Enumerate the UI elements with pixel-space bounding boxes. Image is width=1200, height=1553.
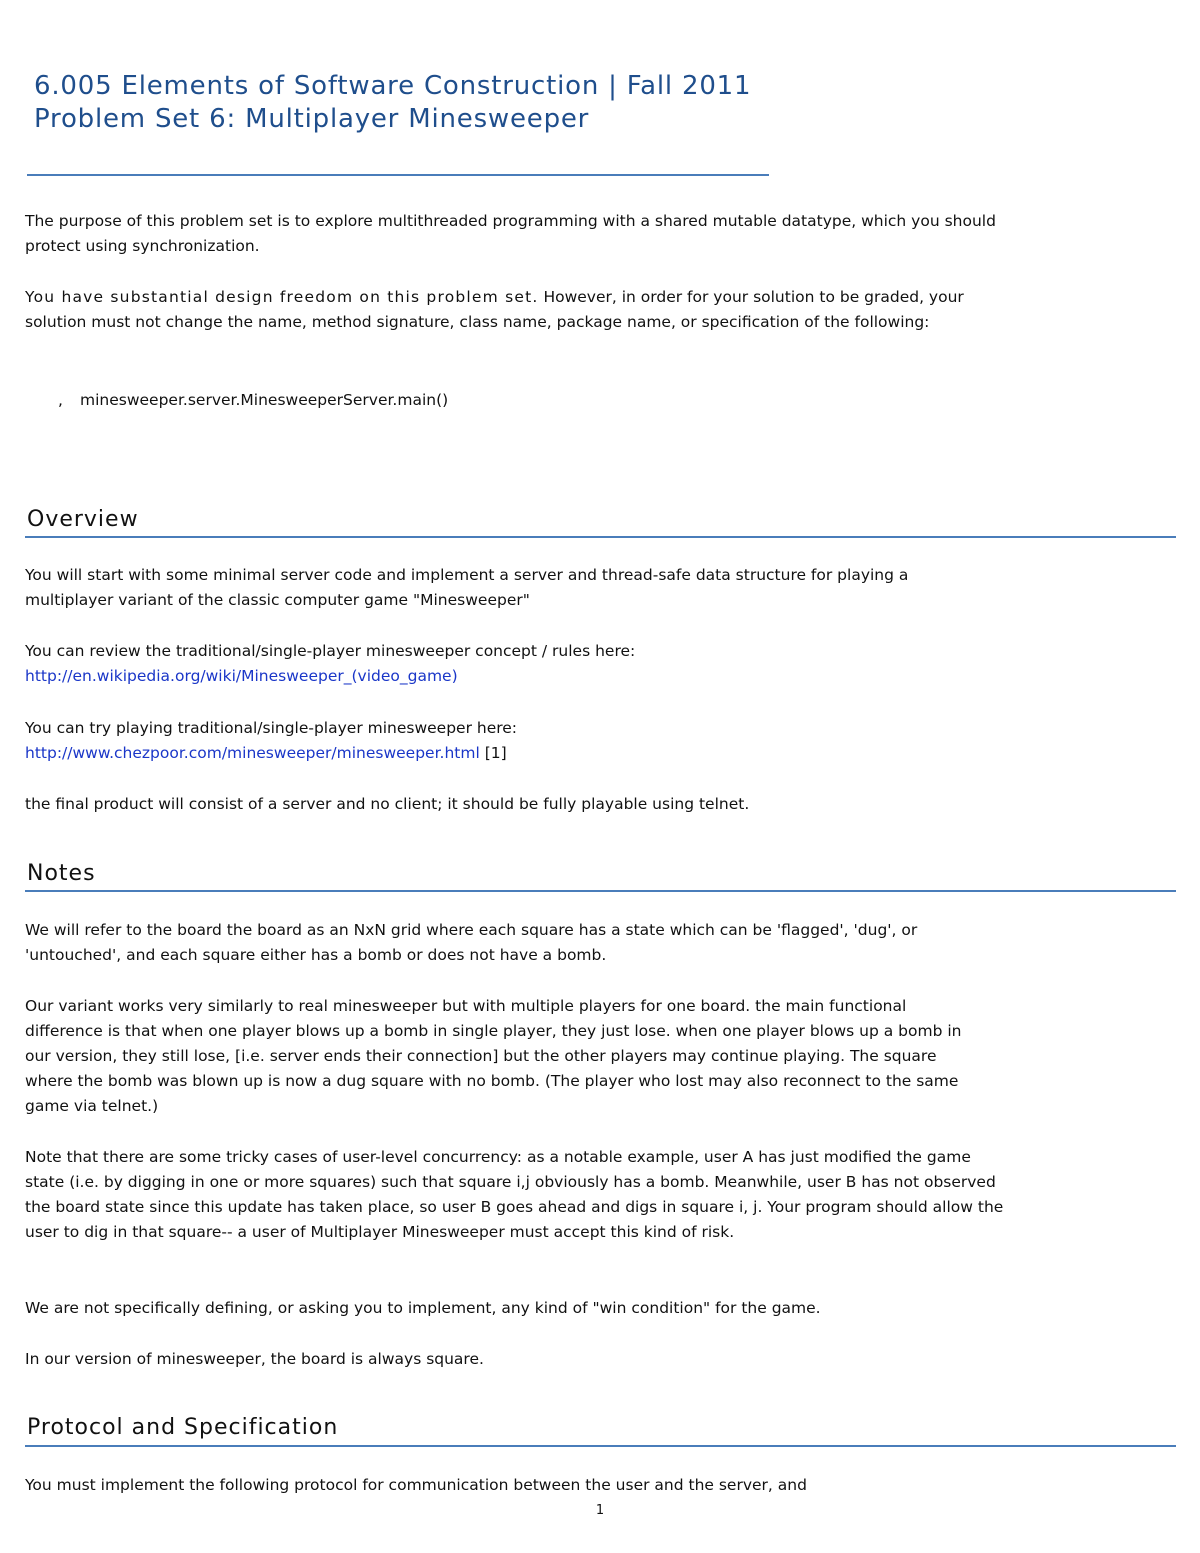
title-line-2: Problem Set 6: Multiplayer Minesweeper: [34, 104, 590, 134]
intro-paragraph-1: The purpose of this problem set is to explore multithreaded programming with a shared mutable datatype, which you should protect using synchronization.: [25, 212, 996, 255]
intro-paragraph-2-rest: However, in order for your solution to be graded, your solution must not change the name, method signature, class name, package name, or specification of the following:: [25, 288, 964, 331]
notes-paragraph-2: Our variant works very similarly to real minesweeper but with multiple players for one board. the main functional difference is that when one player blows up a bomb in single player, they just lose. when one player blows up a bomb in our version, they still lose, [i.e. server ends their connection] but the other players may continue playing. The square where the bomb was blown up is now a dug square with no bomb. (The player who lost may also reconnect to the same game via telnet.): [25, 997, 962, 1115]
overview-paragraph-4: the final product will consist of a server and no client; it should be fully playable using telnet.: [25, 795, 750, 813]
protocol-paragraph-1: You must implement the following protocol for communication between the user and the server, and: [25, 1476, 807, 1494]
notes-heading: Notes: [27, 861, 96, 886]
notes-paragraph-1: We will refer to the board the board as an NxN grid where each square has a state which can be 'flagged', 'dug', or 'untouched', and each square either has a bomb or does not have a bomb.: [25, 921, 918, 964]
protocol-heading: Protocol and Specification: [27, 1415, 339, 1440]
bullet-text: minesweeper.server.MinesweeperServer.main(): [80, 391, 449, 409]
intro-paragraph-2: [25, 285, 1015, 335]
notes-paragraph-3: Note that there are some tricky cases of user-level concurrency: as a notable example, user A has just modified the game state (i.e. by digging in one or more squares) such that square i,j obviously has a bomb. Meanwhile, user B has not observed the board state since this update has taken place, so user B goes ahead and digs in square i, j. Your program should allow the user to dig in that square-- a user of Multiplayer Minesweeper must accept this kind of risk.: [25, 1148, 1004, 1241]
protocol-divider: [25, 1445, 1176, 1447]
overview-divider: [25, 536, 1176, 538]
overview-paragraph-2-text: You can review the traditional/single-player minesweeper concept / rules here:: [25, 642, 636, 660]
design-freedom-emphasis: You have substantial design freedom on this problem set.: [25, 288, 539, 306]
overview-paragraph-2: [25, 639, 975, 689]
document-title: [34, 70, 751, 136]
overview-heading: Overview: [27, 507, 139, 532]
overview-paragraph-1: You will start with some minimal server code and implement a server and thread-safe data structure for playing a multiplayer variant of the classic computer game "Minesweeper": [25, 566, 909, 609]
overview-paragraph-3-text: You can try playing traditional/single-player minesweeper here:: [25, 719, 518, 737]
notes-divider: [25, 890, 1176, 892]
wikipedia-link[interactable]: http://en.wikipedia.org/wiki/Minesweeper_(video_game): [25, 667, 458, 685]
overview-paragraph-3: [25, 716, 975, 766]
title-line-1: 6.005 Elements of Software Construction | Fall 2011: [34, 71, 752, 101]
title-divider: [27, 174, 769, 176]
notes-paragraph-5: In our version of minesweeper, the board is always square.: [25, 1350, 484, 1368]
notes-paragraph-4: We are not specifically defining, or asking you to implement, any kind of "win condition" for the game.: [25, 1299, 821, 1317]
list-item: [58, 388, 448, 413]
chezpoor-link[interactable]: http://www.chezpoor.com/minesweeper/minesweeper.html: [25, 744, 480, 762]
bullet-marker: ,: [58, 391, 63, 409]
footnote-reference: [1]: [479, 744, 507, 762]
page-number: 1: [595, 1503, 605, 1518]
